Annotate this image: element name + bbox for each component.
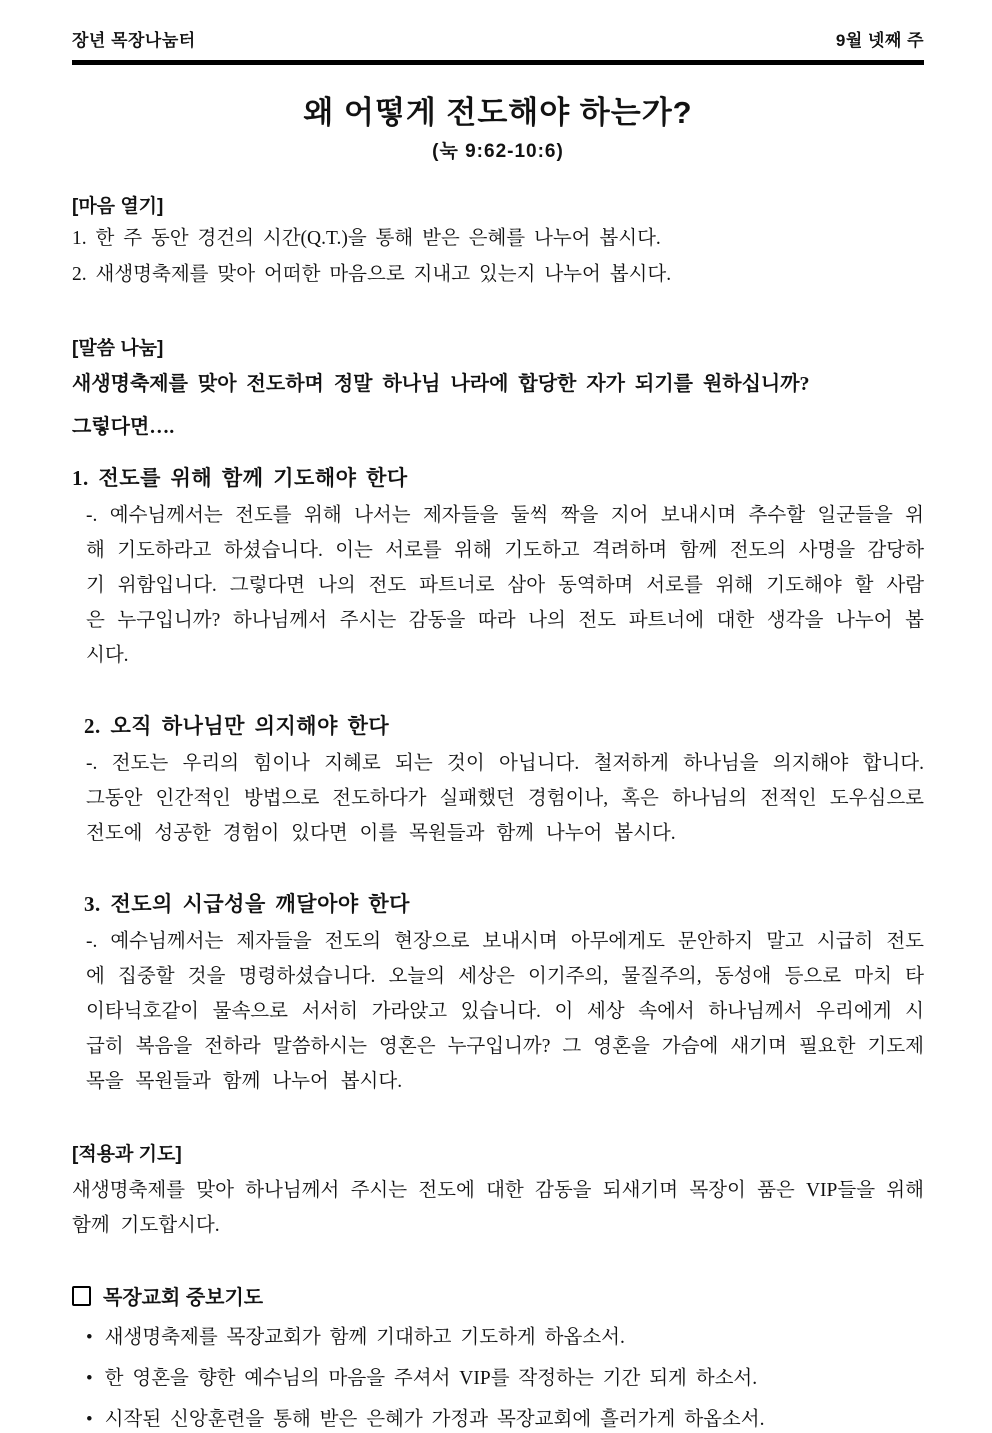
point-1-body: -. 예수님께서는 전도를 위해 나서는 제자들을 둘씩 짝을 지어 보내시며 추수할 일군들을 위해 기도하라고 하셨습니다. 이는 서로를 위해 기도하고 격려하며 함께 전도의 사명을 감당하기 위함입니다. 그렇다면 나의 전도 파트너로 삼아 동역하며 서로를 위해 기도해야 할 사람은 누구입니까? 하나님께서 주시는 감동을 따라 나의 전도 파트너에 대한 생각을 나누어 봅시다.	[86, 505, 924, 666]
bullet-icon: •	[86, 1327, 93, 1348]
section-intercession	[72, 1281, 924, 1433]
document-header	[72, 26, 924, 51]
heart-opening-heading: [마음 열기]	[72, 196, 164, 217]
heart-opening-item: 2. 새생명축제를 맞아 어떠한 마음으로 지내고 있는지 나누어 봅시다.	[72, 264, 672, 285]
intercession-item	[72, 1325, 924, 1351]
word-sharing-intro-question: 새생명축제를 맞아 전도하며 정말 하나님 나라에 합당한 자가 되기를 원하십니까?	[72, 373, 810, 395]
checkbox-icon	[72, 1286, 91, 1306]
scripture-reference: (눅 9:62-10:6)	[432, 141, 564, 162]
point-1-heading: 1. 전도를 위해 함께 기도해야 한다	[72, 466, 408, 490]
intercession-item-text: 시작된 신앙훈련을 통해 받은 은혜가 가정과 목장교회에 흘러가게 하옵소서.	[104, 1409, 765, 1430]
point-3-body: -. 예수님께서는 제자들을 전도의 현장으로 보내시며 아무에게도 문안하지 말고 시급히 전도에 집중할 것을 명령하셨습니다. 오늘의 세상은 이기주의, 물질주의, 동성애 등으로 마치 타이타닉호같이 물속으로 서서히 가라앉고 있습니다. 이 세상 속에서 하나님께서 우리에게 시급히 복음을 전하라 말씀하시는 영혼은 누구입니까? 그 영혼을 가슴에 새기며 필요한 기도제목을 목원들과 함께 나누어 봅시다.	[86, 931, 924, 1092]
application-prayer-heading: [적용과 기도]	[72, 1144, 182, 1165]
header-week-label: 9월 넷째 주	[835, 31, 924, 50]
point-2-body: -. 전도는 우리의 힘이나 지혜로 되는 것이 아닙니다. 철저하게 하나님을 의지해야 합니다. 그동안 인간적인 방법으로 전도하다가 실패했던 경험이나, 혹은 하나님의 전적인 도우심으로 전도에 성공한 경험이 있다면 이를 목원들과 함께 나누어 봅시다.	[86, 753, 924, 844]
page-title: 왜 어떻게 전도해야 하는가?	[303, 95, 693, 130]
application-prayer-body: 새생명축제를 맞아 하나님께서 주시는 전도에 대한 감동을 되새기며 목장이 품은 VIP들을 위해 함께 기도합시다.	[72, 1180, 924, 1236]
intercession-heading-row	[72, 1281, 924, 1310]
bullet-icon: •	[86, 1368, 93, 1389]
intercession-item	[72, 1407, 924, 1433]
point-3	[72, 889, 924, 1099]
intercession-item-text: 새생명축제를 목장교회가 함께 기대하고 기도하게 하옵소서.	[104, 1327, 625, 1348]
bullet-icon: •	[86, 1409, 93, 1430]
word-sharing-intro-then: 그렇다면….	[72, 416, 175, 438]
section-heart-opening	[72, 195, 924, 291]
heart-opening-item: 1. 한 주 동안 경건의 시간(Q.T.)을 통해 받은 은혜를 나누어 봅시다.	[72, 228, 661, 249]
section-application-prayer	[72, 1143, 924, 1243]
section-word-sharing	[72, 337, 924, 1099]
point-1	[72, 463, 924, 673]
header-left-title: 장년 목장나눔터	[72, 31, 196, 50]
header-divider-rule	[72, 60, 924, 65]
point-3-heading: 3. 전도의 시급성을 깨달아야 한다	[84, 892, 410, 916]
intercession-heading-label: 목장교회 중보기도	[103, 1287, 264, 1309]
word-sharing-heading: [말씀 나눔]	[72, 338, 164, 359]
intercession-item	[72, 1366, 924, 1392]
point-2-heading: 2. 오직 하나님만 의지해야 한다	[84, 714, 390, 738]
point-2	[72, 711, 924, 851]
intercession-item-text: 한 영혼을 향한 예수님의 마음을 주셔서 VIP를 작정하는 기간 되게 하소서.	[104, 1368, 758, 1389]
